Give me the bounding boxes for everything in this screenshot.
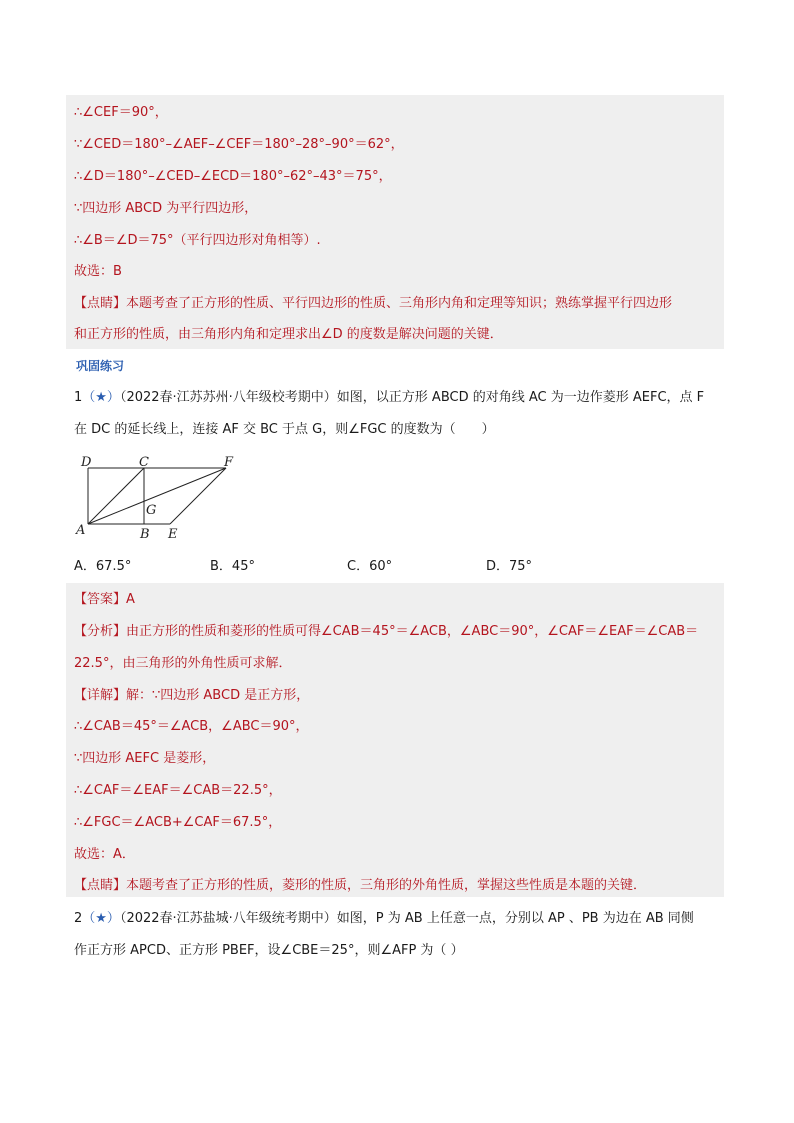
question-2-line-1 bbox=[74, 910, 694, 928]
label-G: G bbox=[146, 503, 157, 518]
answer-line: 【答案】A bbox=[74, 592, 135, 607]
question-number: 1 bbox=[74, 390, 83, 405]
question-number: 2 bbox=[74, 911, 83, 926]
solution-line: ∵四边形 ABCD 为平行四边形， bbox=[74, 201, 258, 216]
question-text: 如图，以正方形 ABCD 的对角线 AC 为一边作菱形 AEFC，点 F bbox=[336, 390, 705, 405]
option-a: A．67.5° bbox=[74, 559, 132, 574]
solution-line: ∴∠B＝∠D＝75°（平行四边形对角相等）. bbox=[74, 233, 321, 248]
comment-line: 【点睛】本题考查了正方形的性质，菱形的性质，三角形的外角性质，掌握这些性质是本题的关键． bbox=[74, 878, 647, 893]
detail-answer-line: 故选：A． bbox=[74, 847, 135, 862]
question-source: （2022春·江苏盐城·八年级统考期中） bbox=[119, 911, 337, 926]
difficulty-star: （★） bbox=[82, 390, 120, 405]
solution-line: ∴∠D＝180°–∠CED–∠ECD＝180°–62°–43°＝75°， bbox=[74, 169, 392, 184]
label-E: E bbox=[168, 527, 178, 542]
label-D: D bbox=[81, 455, 92, 470]
solution-line: ∵∠CED＝180°–∠AEF–∠CEF＝180°–28°–90°＝62°， bbox=[74, 137, 404, 152]
analysis-line: 【分析】由正方形的性质和菱形的性质可得∠CAB＝45°＝∠ACB，∠ABC＝90°，∠CAF＝∠EAF＝∠CAB＝ bbox=[74, 624, 699, 639]
detail-line: 【详解】解：∵四边形 ABCD 是正方形， bbox=[74, 688, 310, 703]
question-1-line-1 bbox=[74, 389, 704, 407]
solution-line: ∴∠CEF＝90°， bbox=[74, 105, 168, 120]
comment-line: 和正方形的性质，由三角形内角和定理求出∠D 的度数是解决问题的关键． bbox=[74, 327, 503, 342]
label-F: F bbox=[224, 455, 234, 470]
option-c: C．60° bbox=[347, 559, 393, 574]
difficulty-star: （★） bbox=[82, 911, 120, 926]
option-d: D．75° bbox=[486, 559, 533, 574]
question-source: （2022春·江苏苏州·八年级校考期中） bbox=[119, 390, 337, 405]
geometry-figure bbox=[74, 452, 254, 542]
detail-line: ∴∠CAF＝∠EAF＝∠CAB＝22.5°， bbox=[74, 783, 282, 798]
option-b: B．45° bbox=[210, 559, 255, 574]
label-A: A bbox=[76, 523, 86, 538]
label-C: C bbox=[139, 455, 149, 470]
solution-answer-line: 故选：B bbox=[74, 264, 122, 279]
question-2-line-2: 作正方形 APCD、正方形 PBEF，设∠CBE＝25°，则∠AFP 为（ ） bbox=[74, 943, 464, 958]
section-title: 巩固练习 bbox=[76, 359, 125, 373]
comment-line: 【点睛】本题考查了正方形的性质、平行四边形的性质、三角形内角和定理等知识；熟练掌握平行四边形 bbox=[74, 296, 673, 311]
question-text: 如图，P 为 AB 上任意一点，分别以 AP 、PB 为边在 AB 同侧 bbox=[336, 911, 694, 926]
question-1-line-2: 在 DC 的延长线上，连接 AF 交 BC 于点 G，则∠FGC 的度数为（ ） bbox=[74, 422, 495, 437]
analysis-line: 22.5°，由三角形的外角性质可求解． bbox=[74, 656, 292, 671]
detail-line: ∴∠CAB＝45°＝∠ACB，∠ABC＝90°， bbox=[74, 719, 309, 734]
detail-line: ∴∠FGC＝∠ACB+∠CAF＝67.5°， bbox=[74, 815, 282, 830]
label-B: B bbox=[140, 527, 150, 542]
detail-line: ∵四边形 AEFC 是菱形， bbox=[74, 751, 216, 766]
